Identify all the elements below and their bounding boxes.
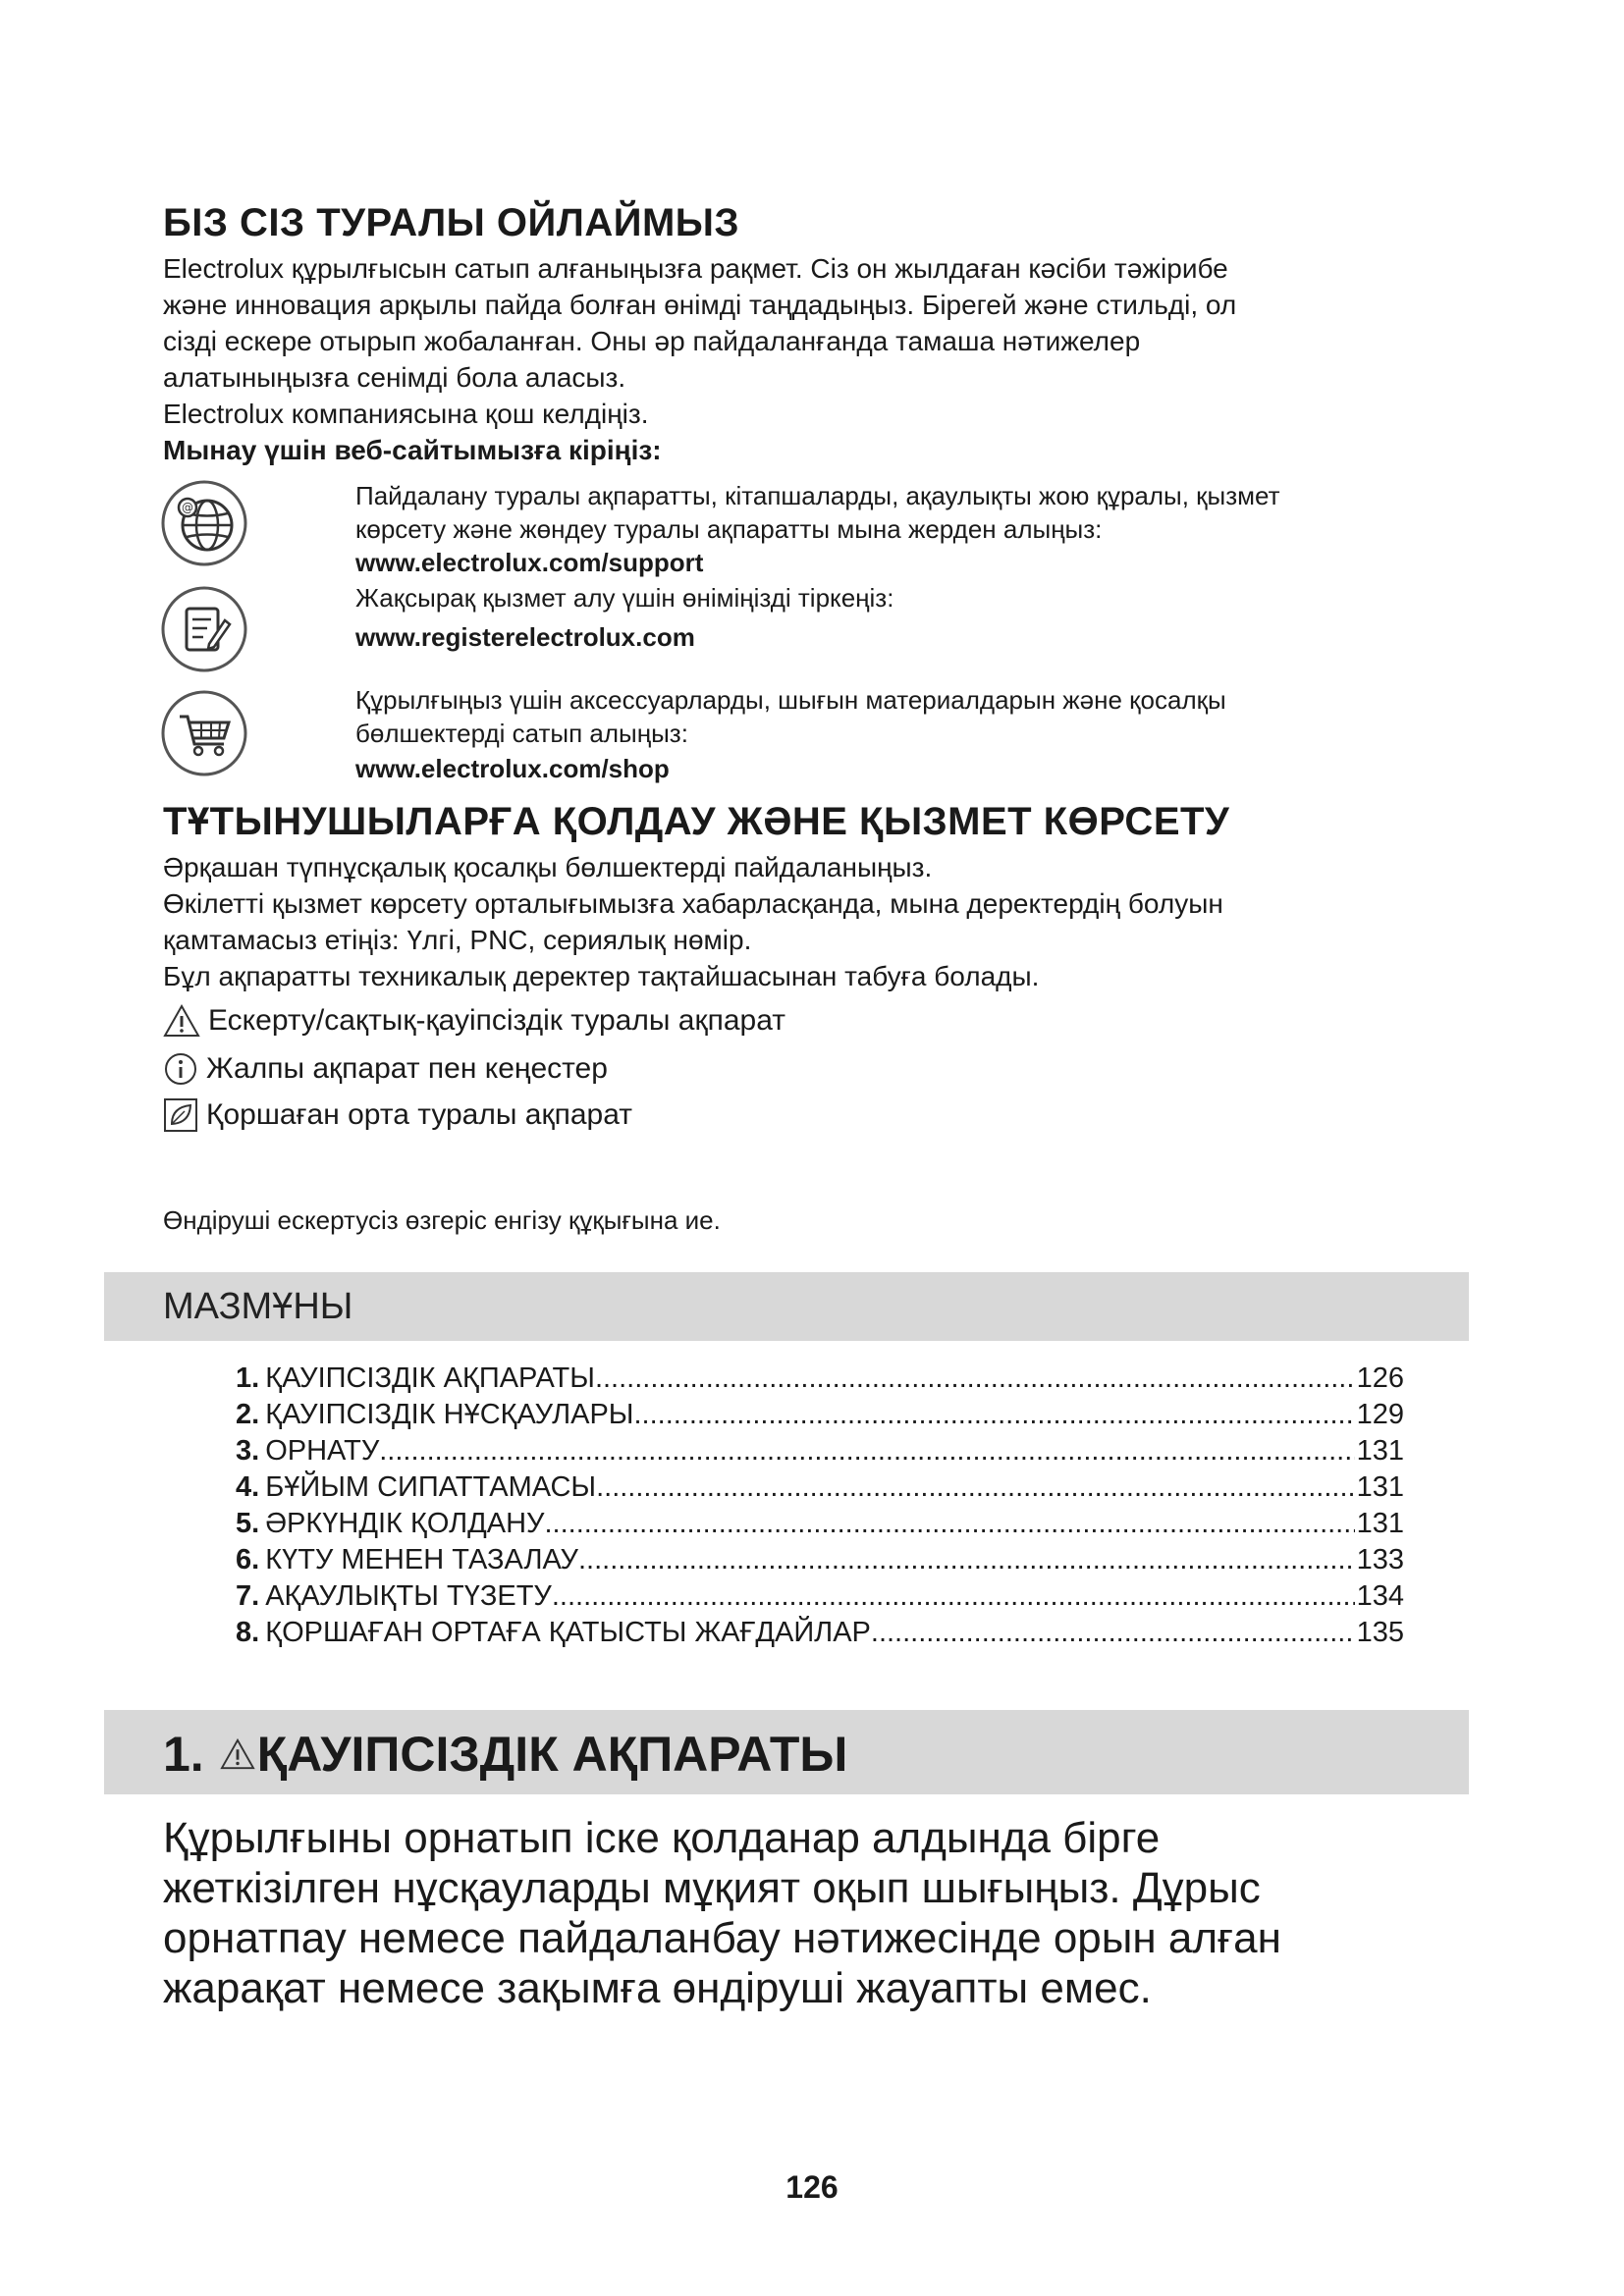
toc-item-label: ҚАУІПСІЗДІК НҰСҚАУЛАРЫ [265, 1399, 634, 1430]
legend-info-text: Жалпы ақпарат пен кеңестер [206, 1052, 608, 1085]
register-icon [160, 585, 248, 673]
toc-item-page: 126 [1356, 1362, 1404, 1394]
toc-item-page: 131 [1356, 1435, 1404, 1467]
toc-item-label: ӘРКҮНДІК ҚОЛДАНУ [265, 1508, 545, 1539]
about-line: Electrolux компаниясына қош келдіңіз. [163, 399, 649, 429]
toc-item-number: 7. [236, 1580, 260, 1612]
toc-item-page: 135 [1356, 1617, 1404, 1648]
about-line: және инновация арқылы пайда болған өнімді таңдадыңыз. Бірегей және стильді, ол [163, 290, 1237, 320]
section1-line: Құрылғыны орнатып іске қолданар алдында бірге [163, 1814, 1161, 1862]
section1-line: жеткізілген нұсқауларды мұқият оқып шығыңыз. Дұрыс [163, 1864, 1261, 1912]
about-paragraph [163, 250, 1236, 432]
section1-line: орнатпау немесе пайдаланбау нәтижесінде орын алған [163, 1914, 1281, 1962]
warning-icon [220, 1737, 255, 1771]
toc-item[interactable] [236, 1435, 1404, 1468]
shop-link-block [355, 683, 1226, 785]
about-title: БІЗ СІЗ ТУРАЛЫ ОЙЛАЙМЫЗ [163, 201, 740, 244]
support-title: ТҰТЫНУШЫЛАРҒА ҚОЛДАУ ЖӘНЕ ҚЫЗМЕТ КӨРСЕТУ [163, 800, 1230, 843]
section1-line: жарақат немесе зақымға өндіруші жауапты емес. [163, 1964, 1152, 2012]
support-url-link[interactable]: www.electrolux.com/support [355, 548, 704, 577]
toc-item-label: ҚАУІПСІЗДІК АҚПАРАТЫ [265, 1362, 595, 1394]
about-line: сізді ескере отырып жобаланған. Оны әр пайдаланғанда тамаша нәтижелер [163, 326, 1141, 356]
toc-item-page: 133 [1356, 1544, 1404, 1575]
legend-environment [163, 1097, 632, 1133]
shop-link-text: бөлшектерді сатып алыңыз: [355, 719, 688, 748]
legend-warning [163, 1003, 785, 1039]
section1-title-text: ҚАУІПСІЗДІК АҚПАРАТЫ [256, 1727, 848, 1782]
toc-leader-dots [871, 1617, 1355, 1649]
toc-leader-dots [379, 1435, 1354, 1468]
leaf-icon [163, 1097, 198, 1133]
toc-item-number: 2. [236, 1399, 260, 1430]
support-link-text: көрсету және жөндеу туралы ақпаратты мына жерден алыңыз: [355, 514, 1103, 544]
toc-leader-dots [578, 1544, 1355, 1576]
legend-environment-text: Қоршаған орта туралы ақпарат [206, 1098, 632, 1131]
register-link-block [355, 581, 893, 654]
support-line: Өкілетті қызмет көрсету орталығымызға хабарласқанда, мына деректердің болуын [163, 888, 1223, 919]
section1-paragraph [163, 1813, 1281, 2013]
toc-title: МАЗМҰНЫ [163, 1286, 353, 1327]
shopping-cart-icon [160, 689, 248, 777]
toc-item[interactable] [236, 1508, 1404, 1540]
toc-item-label: АҚАУЛЫҚТЫ ТҮЗЕТУ [265, 1580, 552, 1612]
about-line: Electrolux құрылғысын сатып алғаныңызға рақмет. Сіз он жылдаған кәсіби тәжірибе [163, 253, 1228, 284]
legend-warning-text: Ескерту/сақтық-қауіпсіздік туралы ақпарат [208, 1004, 785, 1037]
page-number: 126 [785, 2169, 839, 2205]
toc-item-number: 1. [236, 1362, 260, 1394]
shop-link-text: Құрылғыңыз үшін аксессуарларды, шығын материалдарын және қосалқы [355, 685, 1226, 715]
toc-item-page: 131 [1356, 1471, 1404, 1503]
support-line: Бұл ақпаратты техникалық деректер тақтайшасынан табуға болады. [163, 961, 1040, 991]
toc-item[interactable] [236, 1544, 1404, 1576]
toc-item[interactable] [236, 1471, 1404, 1504]
toc-item-label: БҰЙЫМ СИПАТТАМАСЫ [265, 1471, 597, 1503]
register-link-text: Жақсырақ қызмет алу үшін өніміңізді тіркеңіз: [355, 583, 894, 613]
toc-item[interactable] [236, 1617, 1404, 1649]
toc-item-label: КҮТУ МЕНЕН ТАЗАЛАУ [265, 1544, 578, 1575]
toc-item[interactable] [236, 1580, 1404, 1613]
toc-item[interactable] [236, 1399, 1404, 1431]
toc-item-page: 134 [1356, 1580, 1404, 1612]
register-url-link[interactable]: www.registerelectrolux.com [355, 622, 695, 652]
shop-url-link[interactable]: www.electrolux.com/shop [355, 754, 670, 783]
svg-text:@: @ [182, 501, 193, 514]
toc-item-label: ОРНАТУ [265, 1435, 380, 1467]
toc-item-number: 5. [236, 1508, 260, 1539]
about-line: алатыныңызға сенімді бола алаcыз. [163, 362, 626, 393]
support-line: Әрқашан түпнұсқалық қосалқы бөлшектерді пайдаланыңыз. [163, 852, 933, 882]
toc-item-number: 6. [236, 1544, 260, 1575]
website-label: Мынау үшін веб-сайтымызға кіріңіз: [163, 435, 662, 465]
support-link-text: Пайдалану туралы ақпаратты, кітапшаларды, ақаулықты жою құралы, қызмет [355, 481, 1280, 510]
toc-item-page: 129 [1356, 1399, 1404, 1430]
toc-item[interactable] [236, 1362, 1404, 1395]
toc-leader-dots [596, 1471, 1355, 1504]
toc-leader-dots [544, 1508, 1354, 1540]
toc-item-number: 3. [236, 1435, 260, 1467]
toc-item-label: ҚОРШАҒАН ОРТАҒА ҚАТЫСТЫ ЖАҒДАЙЛАР [265, 1617, 871, 1648]
legend-info [163, 1051, 608, 1087]
toc-item-number: 4. [236, 1471, 260, 1503]
globe-icon [160, 479, 248, 567]
info-icon [163, 1051, 198, 1087]
section1-number: 1. [163, 1727, 204, 1782]
toc-item-page: 131 [1356, 1508, 1404, 1539]
toc-leader-dots [633, 1399, 1354, 1431]
manufacturer-note: Өндіруші ескертусіз өзгеріс енгізу құқығына ие. [163, 1205, 721, 1235]
toc-leader-dots [595, 1362, 1355, 1395]
toc-item-number: 8. [236, 1617, 260, 1648]
warning-icon [163, 1003, 200, 1039]
support-line: қамтамасыз етіңіз: Үлгі, PNC, сериялық нөмір. [163, 925, 752, 955]
support-link-block [355, 479, 1280, 579]
support-paragraph [163, 849, 1223, 994]
toc-leader-dots [552, 1580, 1355, 1613]
section1-title [163, 1726, 847, 1783]
